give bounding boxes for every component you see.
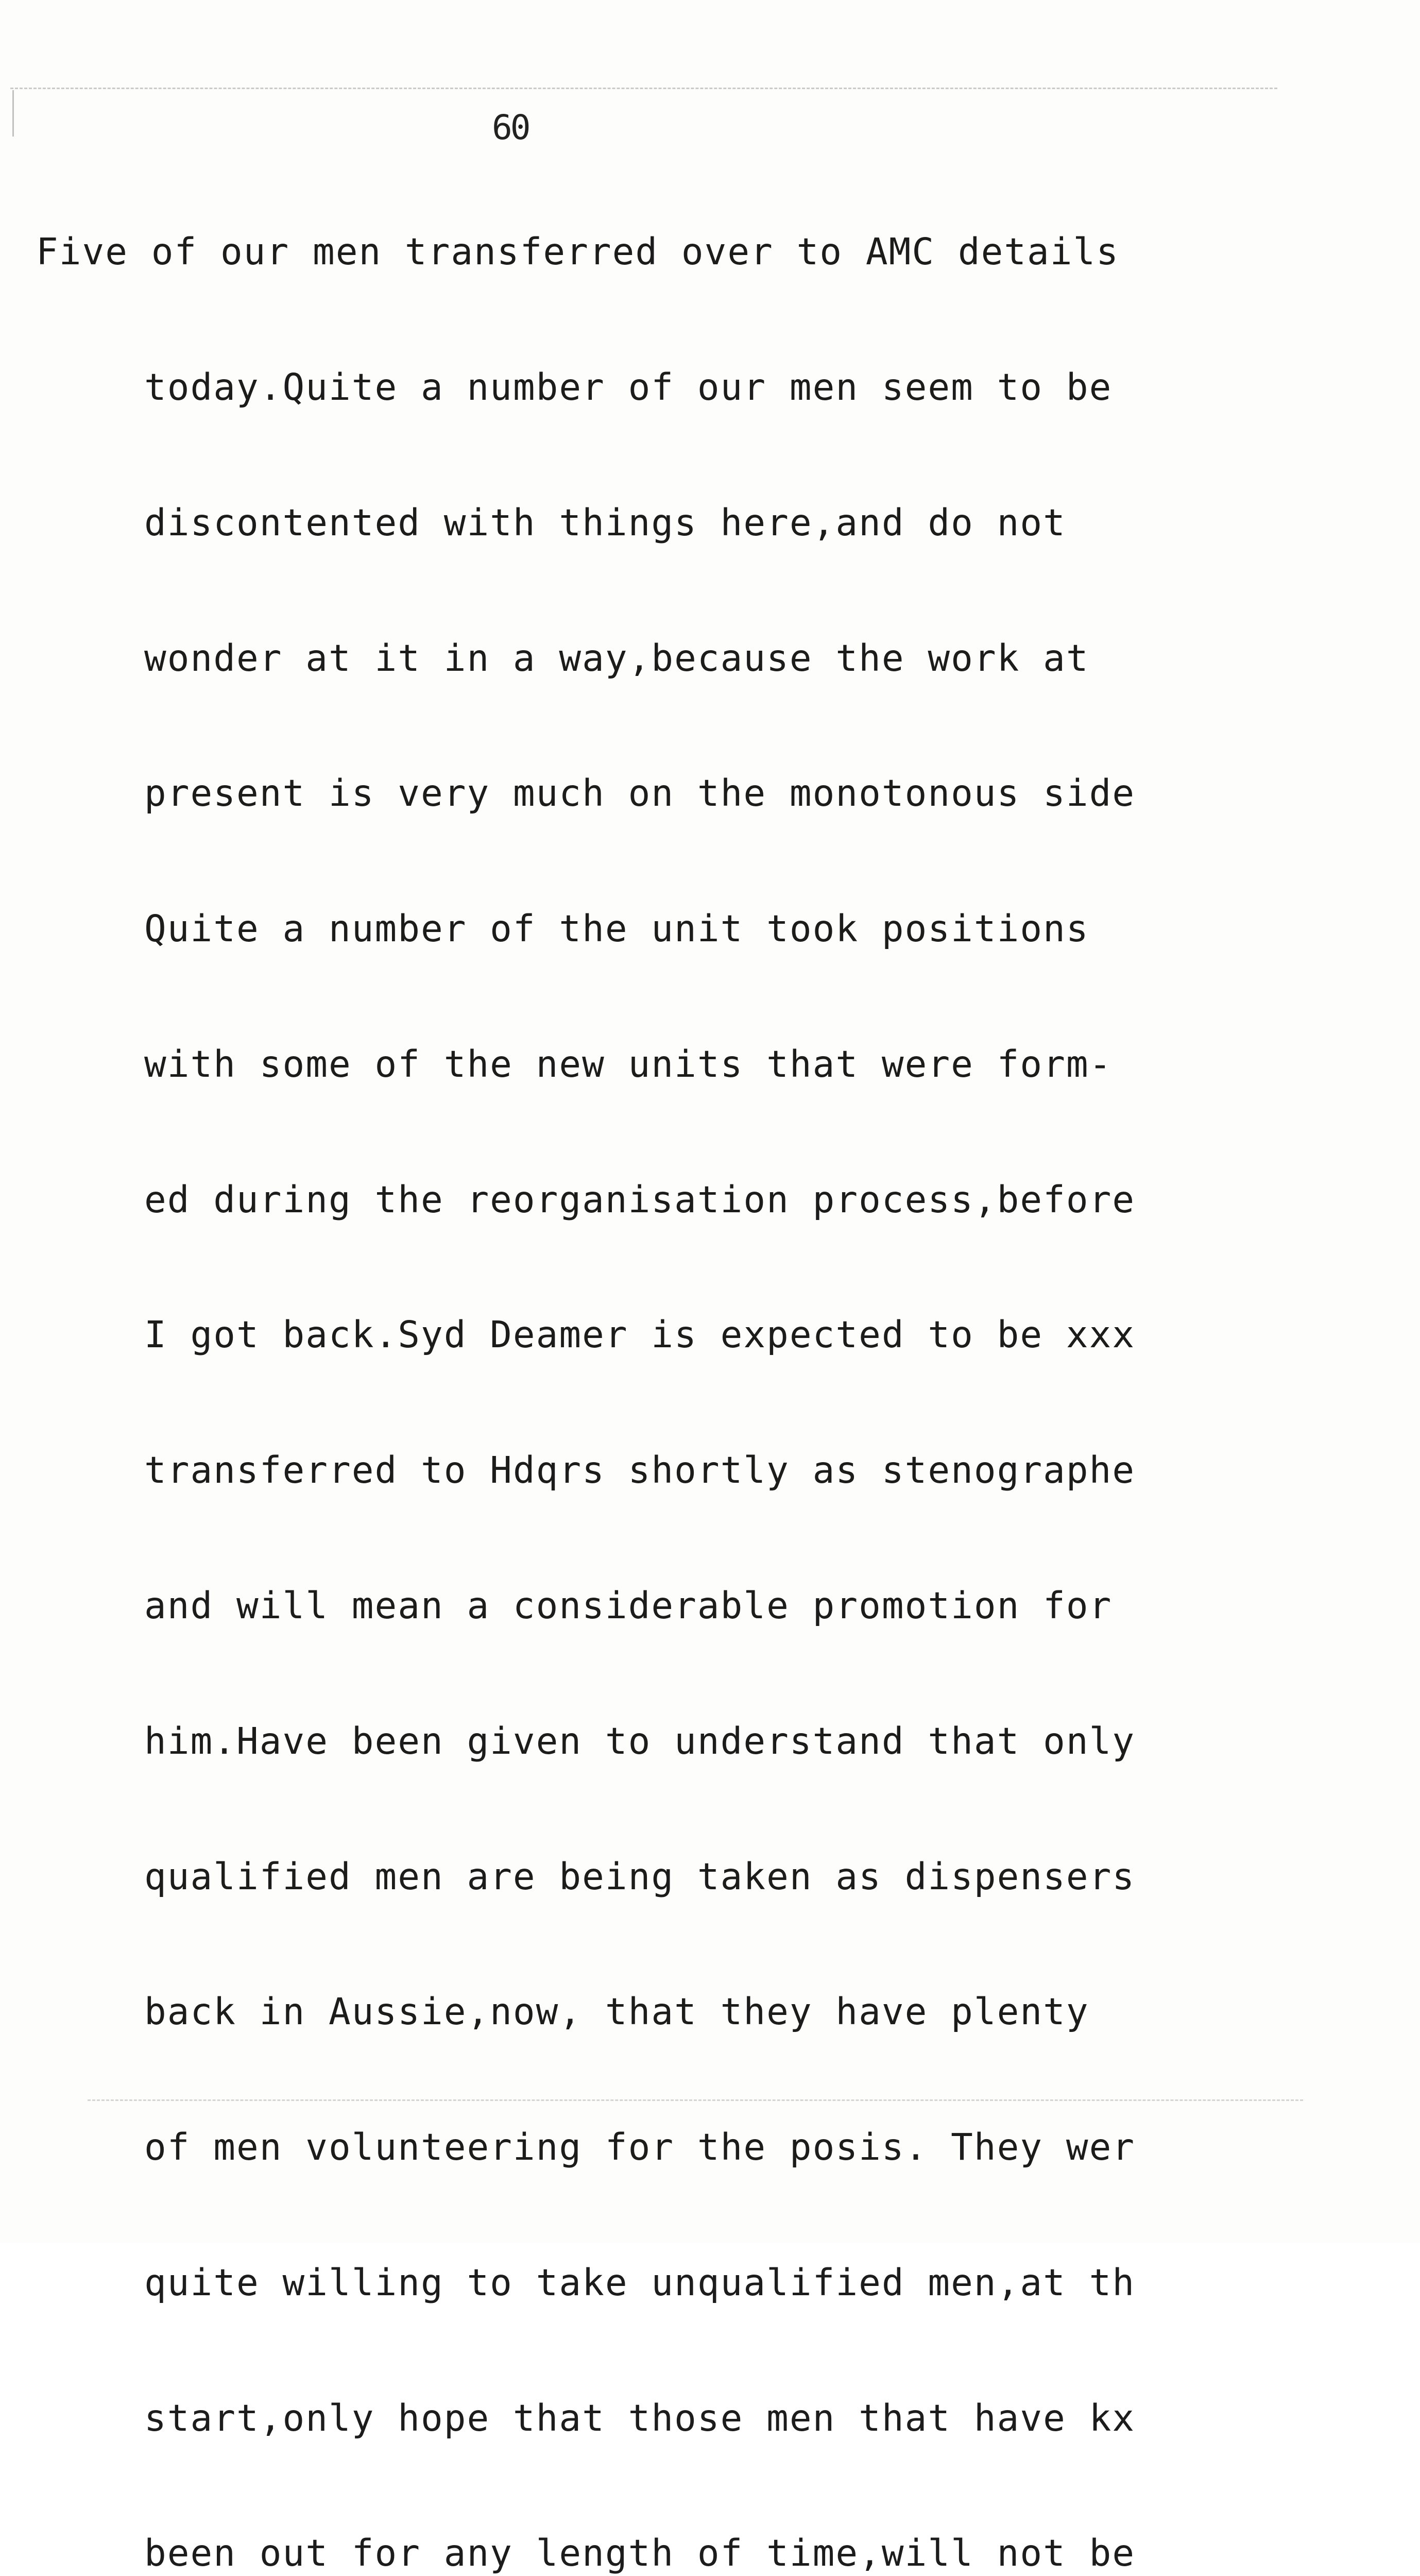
page-number: 60 bbox=[492, 108, 529, 147]
typed-text-body bbox=[0, 139, 1420, 2576]
text-line: wonder at it in a way,because the work at bbox=[144, 636, 1089, 680]
text-line: today.Quite a number of our men seem to be bbox=[144, 365, 1113, 409]
text-line: back in Aussie,now, that they have plenty bbox=[144, 1990, 1089, 2033]
scan-edge-left bbox=[12, 90, 14, 137]
text-line: start,only hope that those men that have kx bbox=[144, 2396, 1136, 2439]
text-line: and will mean a considerable promotion for bbox=[144, 1584, 1113, 1627]
text-line: been out for any length of time,will not be bbox=[144, 2532, 1136, 2575]
text-line: of men volunteering for the posis. They wer bbox=[144, 2126, 1136, 2169]
text-line: Five of our men transferred over to AMC details bbox=[36, 230, 1120, 274]
text-line: transferred to Hdqrs shortly as stenographe bbox=[144, 1449, 1136, 1492]
text-line: Quite a number of the unit took positions bbox=[144, 907, 1089, 951]
text-line: him.Have been given to understand that only bbox=[144, 1719, 1136, 1762]
text-line: qualified men are being taken as dispensers bbox=[144, 1855, 1136, 1898]
text-line: with some of the new units that were form- bbox=[144, 1042, 1113, 1086]
text-line: discontented with things here,and do not bbox=[144, 501, 1066, 544]
text-line: I got back.Syd Deamer is expected to be xxx bbox=[144, 1313, 1136, 1357]
text-line: quite willing to take unqualified men,at th bbox=[144, 2261, 1136, 2304]
scan-edge-top bbox=[10, 88, 1277, 89]
text-line: present is very much on the monotonous side bbox=[144, 772, 1136, 815]
text-line: ed during the reorganisation process,before bbox=[144, 1178, 1136, 1221]
